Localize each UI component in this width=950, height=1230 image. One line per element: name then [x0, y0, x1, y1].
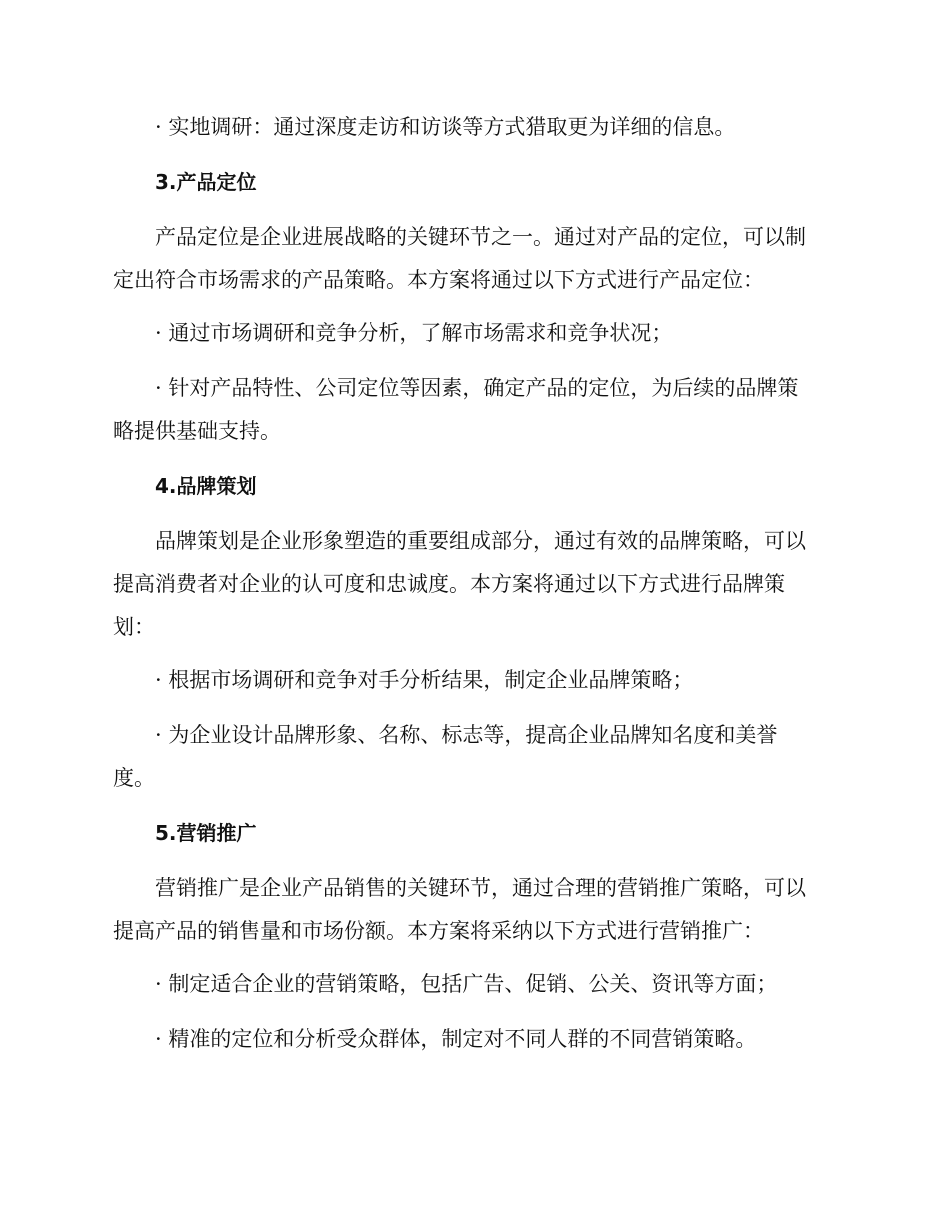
bullet-item: · 制定适合企业的营销策略，包括广告、促销、公关、资讯等方面；	[155, 972, 778, 996]
section-heading-brand-planning: 4.品牌策划	[155, 474, 257, 498]
paragraph-line: 提高产品的销售量和市场份额。本方案将采纳以下方式进行营销推广：	[113, 919, 764, 943]
paragraph-line: 提高消费者对企业的认可度和忠诚度。本方案将通过以下方式进行品牌策	[113, 572, 785, 596]
bullet-item-continuation: 度。	[113, 766, 155, 790]
bullet-item-continuation: 略提供基础支持。	[113, 419, 281, 443]
bullet-field-research: · 实地调研：通过深度走访和访谈等方式猎取更为详细的信息。	[155, 115, 736, 139]
bullet-item: · 根据市场调研和竞争对手分析结果，制定企业品牌策略；	[155, 668, 694, 692]
section-heading-marketing-promotion: 5.营销推广	[155, 821, 257, 845]
section-heading-product-positioning: 3.产品定位	[155, 170, 257, 194]
bullet-item: · 通过市场调研和竞争分析，了解市场需求和竞争状况；	[155, 321, 673, 345]
paragraph-line: 定出符合市场需求的产品策略。本方案将通过以下方式进行产品定位：	[113, 268, 764, 292]
bullet-item: · 针对产品特性、公司定位等因素，确定产品的定位，为后续的品牌策	[155, 376, 799, 400]
paragraph-line: 品牌策划是企业形象塑造的重要组成部分，通过有效的品牌策略，可以	[155, 529, 806, 553]
paragraph-line: 划：	[113, 615, 155, 639]
bullet-item: · 精准的定位和分析受众群体，制定对不同人群的不同营销策略。	[155, 1027, 757, 1051]
paragraph-line: 营销推广是企业产品销售的关键环节，通过合理的营销推广策略，可以	[155, 876, 806, 900]
paragraph-line: 产品定位是企业进展战略的关键环节之一。通过对产品的定位，可以制	[155, 225, 806, 249]
bullet-item: · 为企业设计品牌形象、名称、标志等，提高企业品牌知名度和美誉	[155, 723, 778, 747]
